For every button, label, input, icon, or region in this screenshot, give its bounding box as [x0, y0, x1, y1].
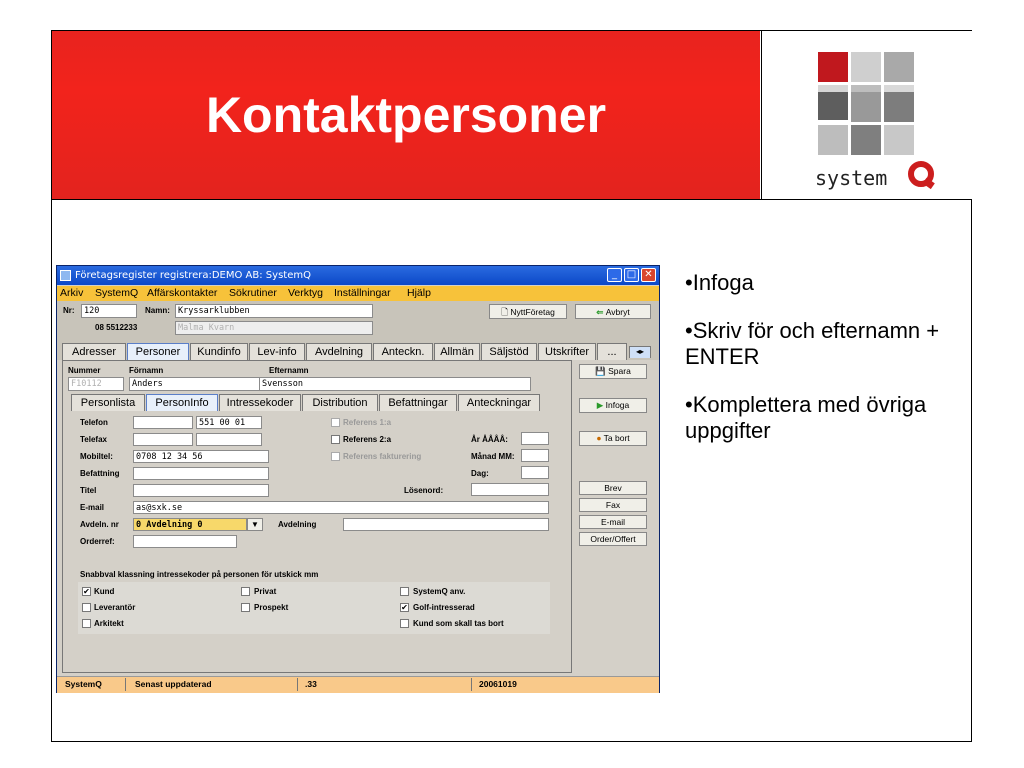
- tab-allman[interactable]: Allmän: [434, 343, 480, 360]
- golf-checkbox[interactable]: ✔: [401, 603, 408, 612]
- main-tabs: [57, 341, 659, 360]
- spara-button[interactable]: [579, 364, 647, 379]
- status-app: SystemQ: [65, 679, 102, 689]
- mobiltel-field[interactable]: 0708 12 34 56: [133, 450, 269, 463]
- status-divider: [471, 678, 472, 691]
- subtab-befattningar[interactable]: Befattningar: [379, 394, 457, 411]
- infoga-label: Infoga: [605, 400, 630, 410]
- maximize-button[interactable]: □: [624, 268, 639, 282]
- subtab-personinfo[interactable]: PersonInfo: [146, 394, 218, 411]
- privat-checkbox[interactable]: [241, 587, 250, 596]
- befattning-label: Befattning: [80, 469, 120, 478]
- namn-label: Namn:: [145, 306, 170, 315]
- infoga-button[interactable]: [579, 398, 647, 413]
- avdnr-dropdown-button[interactable]: [247, 518, 263, 531]
- tas-bort-checkbox[interactable]: [400, 619, 409, 628]
- delete-icon: ●: [596, 433, 604, 443]
- tab-avdelning[interactable]: Avdelning: [306, 343, 372, 360]
- tab-kundinfo[interactable]: Kundinfo: [190, 343, 248, 360]
- reffakt-label: Referens fakturering: [343, 452, 422, 461]
- reffakt-checkbox[interactable]: [331, 452, 340, 461]
- insert-icon: ▶: [596, 400, 606, 410]
- ref2-checkbox[interactable]: [331, 435, 340, 444]
- leverantor-checkbox[interactable]: [82, 603, 91, 612]
- fornamn-label: Förnamn: [129, 366, 164, 375]
- prospekt-checkbox[interactable]: [241, 603, 250, 612]
- tab-saljstod[interactable]: Säljstöd: [481, 343, 537, 360]
- befattning-field[interactable]: [133, 467, 269, 480]
- close-button[interactable]: ✕: [641, 268, 656, 282]
- email-field[interactable]: as@sxk.se: [133, 501, 549, 514]
- telefax-field[interactable]: [196, 433, 262, 446]
- fornamn-field[interactable]: Anders: [129, 377, 261, 391]
- status-divider: [297, 678, 298, 691]
- menu-arkiv[interactable]: Arkiv: [60, 287, 84, 299]
- ref2-label: Referens 2:a: [343, 435, 392, 444]
- arkitekt-checkbox[interactable]: [82, 619, 91, 628]
- mobiltel-label: Mobiltel:: [80, 452, 113, 461]
- app-window: [56, 265, 660, 693]
- tab-personer[interactable]: Personer: [127, 343, 189, 360]
- systemq-anv-checkbox[interactable]: [400, 587, 409, 596]
- status-divider: [125, 678, 126, 691]
- orderref-label: Orderref:: [80, 537, 115, 546]
- nytt-foretag-label: NyttFöretag: [510, 307, 555, 317]
- person-panel: [62, 360, 572, 673]
- menu-verktyg[interactable]: Verktyg: [288, 287, 324, 299]
- bullet-item: •Infoga: [685, 270, 754, 295]
- nummer-label: Nummer: [68, 366, 101, 375]
- bullet-item: •Komplettera med övriga uppgifter: [685, 392, 927, 443]
- subtab-distribution[interactable]: Distribution: [302, 394, 378, 411]
- status-time: .33: [305, 679, 317, 689]
- tab-anteckn[interactable]: Anteckn.: [373, 343, 433, 360]
- menu-sokrutiner[interactable]: Sökrutiner: [229, 287, 277, 299]
- personinfo-form: [73, 412, 555, 687]
- tabort-button[interactable]: [579, 431, 647, 446]
- nytt-foretag-button[interactable]: [489, 304, 567, 319]
- nr-label: Nr:: [63, 306, 75, 315]
- manad-label: Månad MM:: [471, 452, 515, 461]
- email-button[interactable]: E-mail: [579, 515, 647, 529]
- tab-lev-info[interactable]: Lev-info: [249, 343, 305, 360]
- window-titlebar[interactable]: [57, 266, 659, 285]
- systemq-anv-label: SystemQ anv.: [413, 587, 466, 596]
- avbryt-button[interactable]: [575, 304, 651, 319]
- losenord-field[interactable]: [471, 483, 549, 496]
- prospekt-label: Prospekt: [254, 603, 289, 612]
- header-divider: [52, 199, 971, 200]
- telefon-label: Telefon: [80, 418, 108, 427]
- avdelning-field[interactable]: [343, 518, 549, 531]
- spara-label: Spara: [608, 366, 631, 376]
- menu-systemq[interactable]: SystemQ: [95, 287, 139, 299]
- tab-more[interactable]: ...: [597, 343, 627, 360]
- save-icon: 💾: [595, 366, 609, 376]
- email-label: E-mail: [80, 503, 105, 512]
- tab-utskrifter[interactable]: Utskrifter: [538, 343, 596, 360]
- nr-field[interactable]: 120: [81, 304, 137, 318]
- namn-field[interactable]: Kryssarklubben: [175, 304, 373, 318]
- ar-field[interactable]: [521, 432, 549, 445]
- company-phone: 08 5512233: [95, 323, 138, 332]
- avdnr-select[interactable]: 0 Avdelning 0: [133, 518, 247, 531]
- dag-field[interactable]: [521, 466, 549, 479]
- logo-wordmark: system: [815, 166, 888, 190]
- menu-bar: [57, 286, 659, 301]
- golf-label: Golf-intresserad: [413, 603, 475, 612]
- avbryt-label: Avbryt: [605, 307, 630, 317]
- fax-button[interactable]: Fax: [579, 498, 647, 512]
- chevron-down-icon: ▼: [251, 520, 259, 529]
- subtab-anteckningar[interactable]: Anteckningar: [458, 394, 540, 411]
- orderref-field[interactable]: [133, 535, 237, 548]
- telefax-prefix-field[interactable]: [133, 433, 193, 446]
- manad-field[interactable]: [521, 449, 549, 462]
- avdelning-label: Avdelning: [278, 520, 317, 529]
- nummer-field[interactable]: F10112: [68, 377, 124, 391]
- telefax-label: Telefax: [80, 435, 107, 444]
- ar-label: År ÅÅÅÅ:: [471, 435, 508, 444]
- dag-label: Dag:: [471, 469, 489, 478]
- privat-label: Privat: [254, 587, 277, 596]
- titel-label: Titel: [80, 486, 97, 495]
- app-icon: [60, 270, 71, 281]
- menu-affarskontakter[interactable]: Affärskontakter: [147, 287, 218, 299]
- titel-field[interactable]: [133, 484, 269, 497]
- back-arrow-icon: ⇐: [596, 307, 606, 317]
- leverantor-label: Leverantör: [94, 603, 136, 612]
- kund-label: Kund: [94, 587, 115, 596]
- window-title: Företagsregister registrera:DEMO AB: SystemQ: [75, 270, 311, 281]
- avdnr-label: Avdeln. nr: [80, 520, 119, 529]
- new-doc-icon: 🗋: [501, 307, 511, 317]
- subtab-intressekoder[interactable]: Intressekoder: [219, 394, 301, 411]
- menu-installningar[interactable]: Inställningar: [334, 287, 391, 299]
- bullet-list: [685, 270, 965, 466]
- tab-scroll-arrows[interactable]: [629, 346, 651, 358]
- subtab-personlista[interactable]: Personlista: [71, 394, 145, 411]
- status-updated-label: Senast uppdaterad: [135, 679, 212, 689]
- menu-hjalp[interactable]: Hjälp: [407, 287, 431, 299]
- status-date: 20061019: [479, 679, 517, 689]
- tab-scroll-icon: ◂▸: [635, 347, 645, 356]
- ref1-checkbox[interactable]: [331, 418, 340, 427]
- company-header: [57, 301, 659, 341]
- tabort-label: Ta bort: [603, 433, 630, 443]
- person-subtabs: [63, 394, 571, 411]
- quick-options: [78, 582, 550, 634]
- efternamn-field[interactable]: Svensson: [259, 377, 531, 391]
- order-offert-button[interactable]: Order/Offert: [579, 532, 647, 546]
- tas-bort-label: Kund som skall tas bort: [413, 619, 504, 628]
- losenord-label: Lösenord:: [404, 486, 444, 495]
- brev-button[interactable]: Brev: [579, 481, 647, 495]
- tab-adresser[interactable]: Adresser: [62, 343, 126, 360]
- ref1-label: Referens 1:a: [343, 418, 392, 427]
- kund-checkbox[interactable]: ✔: [83, 587, 90, 596]
- slide-title: Kontaktpersoner: [205, 87, 607, 143]
- logo-q-icon: [907, 160, 937, 192]
- arkitekt-label: Arkitekt: [94, 619, 124, 628]
- telefon-field[interactable]: 551 00 01: [196, 416, 262, 429]
- bullet-item: •Skriv för och efternamn + ENTER: [685, 318, 940, 369]
- minimize-button[interactable]: _: [607, 268, 622, 282]
- title-banner: [52, 31, 760, 199]
- telefon-prefix-field[interactable]: [133, 416, 193, 429]
- company-place: Malma Kvarn: [175, 321, 373, 335]
- quick-heading: Snabbval klassning intressekoder på personen för utskick mm: [80, 570, 319, 579]
- status-bar: [57, 676, 659, 693]
- efternamn-label: Efternamn: [269, 366, 309, 375]
